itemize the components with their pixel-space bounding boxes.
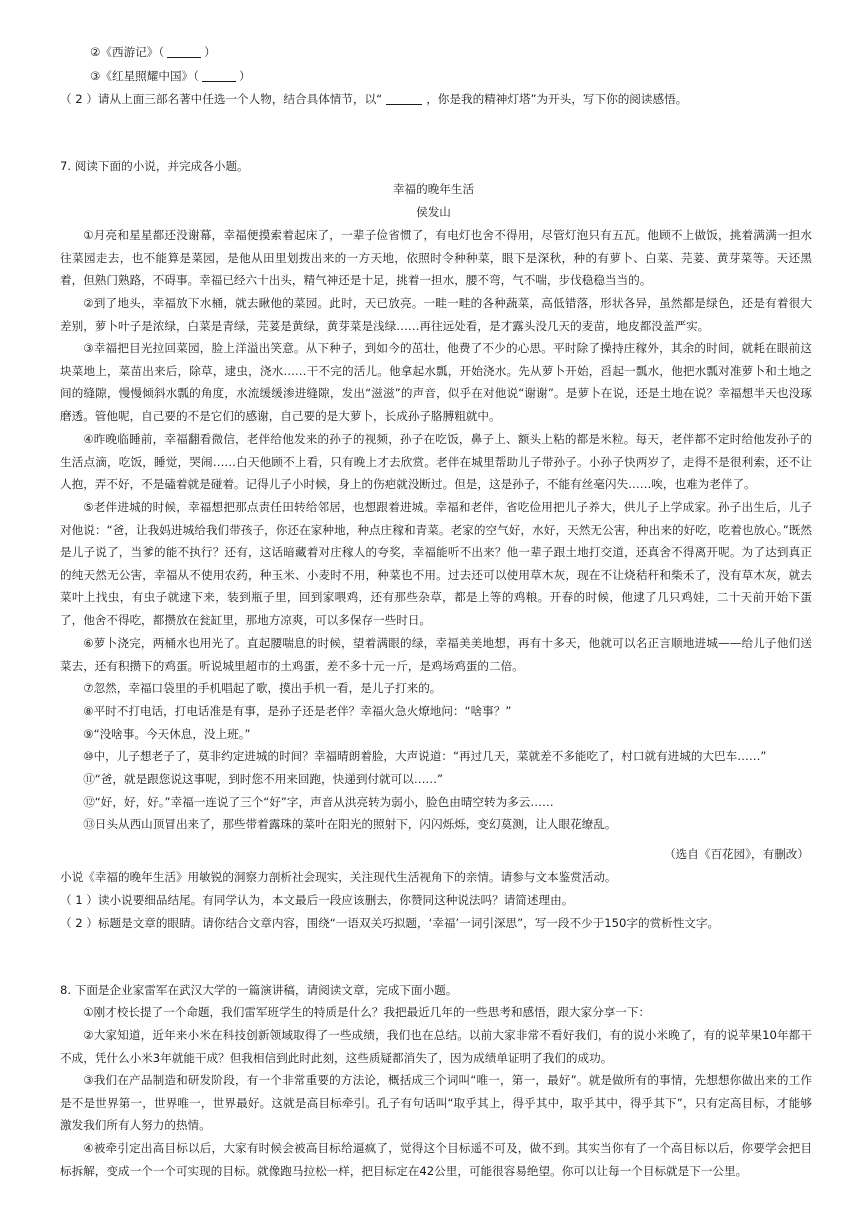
question-7-sub-2: （ 2 ）标题是文章的眼睛。请你结合文章内容，围绕“一语双关巧拟题，‘幸福’一词引深思”，写一段不少于150字的赏析性文字。 <box>60 916 720 930</box>
story-paragraph-13: ⑬日头从西山顶冒出来了，那些带着露珠的菜叶在阳光的照射下，闪闪烁烁，变幻莫测，让人眼花缭乱。 <box>83 817 617 831</box>
answer-blank[interactable] <box>386 92 422 105</box>
speech-paragraph-1: ①刚才校长提了一个命题，我们雷军班学生的特质是什么？我把最近几年的一些思考和感悟，跟大家分享一下： <box>83 1005 651 1019</box>
question-8-heading: 8. 下面是企业家雷军在武汉大学的一篇演讲稿，请阅读文章，完成下面小题。 <box>60 983 458 997</box>
sub-question-2-post: ，你是我的精神灯塔”为开头，写下你的阅读感悟。 <box>426 92 688 106</box>
question-7-sub-1: （ 1 ）读小说要细品结尾。有同学认为，本文最后一段应该删去，你赞同这种说法吗？请简述理由。 <box>60 893 574 907</box>
story-paragraph-1: ①月亮和星星都还没谢幕，幸福便摸索着起床了，一辈子俭省惯了，有电灯也舍不得用，尽管灯泡只有五瓦。他顾不上做饭，挑着满满一担水往菜园走去，也不能算是菜园，是他从田里划拨出来的一方天地，依照时令种种菜，眼下是深秋，种的有萝卜、白菜、芫荽、黄芽菜等。天还黑着，但熟门熟路，不碍事。幸福已经六十出头，精气神还是十足，挑着一担水，腰不弯，气不喘，步伐稳稳当当的。 <box>60 228 812 288</box>
book-item-2 <box>90 44 216 60</box>
story-title: 幸福的晚年生活 <box>392 182 475 196</box>
speech-paragraph-4: ④被牵引定出高目标以后，大家有时候会被高目标给逼疯了，觉得这个目标遥不可及，做不到。其实当你有了一个高目标以后，你要学会把目标拆解，变成一个一个可实现的目标。就像跑马拉松一样，把目标定在42公里，可能很容易绝望。你可以让每一个目标就是下一公里。 <box>60 1141 812 1178</box>
question-7-heading: 7. 阅读下面的小说，并完成各小题。 <box>60 159 249 173</box>
story-paragraph-8: ⑧平时不打电话，打电话准是有事，是孙子还是老伴？幸福火急火燎地问：“啥事？” <box>83 704 512 718</box>
story-paragraph-7: ⑦忽然，幸福口袋里的手机唱起了歌，摸出手机一看，是儿子打来的。 <box>83 681 442 695</box>
story-paragraph-6: ⑥萝卜浇完，两桶水也用光了。直起腰喘息的时候，望着满眼的绿，幸福美美地想，再有十多天，他就可以名正言顺地进城——给儿子他们送菜去，还有积攒下的鸡蛋。听说城里超市的土鸡蛋，差不多十元一斤，是鸡场鸡蛋的二倍。 <box>60 636 812 673</box>
story-paragraph-9: ⑨“没啥事。今天休息，没上班。” <box>83 727 251 741</box>
story-paragraph-4: ④昨晚临睡前，幸福翻看微信，老伴给他发来的孙子的视频，孙子在吃饭，鼻子上、额头上粘的都是米粒。每天，老伴都不定时给他发孙子的生活点滴，吃饭，睡觉，哭闹……白天他顾不上看，只有晚上才去欣赏。老伴在城里帮助儿子带孙子。小孙子快两岁了，走得不是很利索，还不让人抱，弄不好，不是磕着就是碰着。记得儿子小时候，身上的伤疤就没断过。但是，这是孙子，不能有丝毫闪失……唉，也难为老伴了。 <box>60 432 812 492</box>
story-paragraph-10: ⑩中，儿子想老子了，莫非约定进城的时间？幸福晴朗着脸，大声说道：“再过几天，菜就差不多能吃了，村口就有进城的大巴车……” <box>83 749 767 763</box>
book-item-3-close: ） <box>238 69 251 83</box>
story-source: （选自《百花园》，有删改） <box>664 847 809 861</box>
story-author: 侯发山 <box>416 205 451 219</box>
story-paragraph-5: ⑤老伴进城的时候，幸福想把那点责任田转给邻居，也想跟着进城。幸福和老伴，省吃俭用把儿子养大，供儿子上学成家。孙子出生后，儿子对他说：“爸，让我妈进城给我们带孩子，你还在家种地，种点庄稼和青菜。老家的空气好，水好，天然无公害，种出来的好吃，吃着也放心。”既然是儿子说了，当爹的能不执行？还有，这话暗藏着对庄稼人的夸奖，幸福能听不出来？他一辈子跟土地打交道，还真舍不得离开呢。为了达到真正的纯天然无公害，幸福从不使用农药，种玉米、小麦时不用，种菜也不用。过去还可以使用草木灰，现在不让烧秸秆和柴禾了，没有草木灰，就去菜叶上找虫，有虫子就逮下来，装到瓶子里，回到家喂鸡，还有那些杂草，都是上等的鸡粮。开春的时候，他逮了几只鸡娃，二十天前开始下蛋了，他舍不得吃，都攒放在瓮缸里，那地方凉爽，可以多保存一些时日。 <box>60 500 812 627</box>
book-item-3-label: ③《红星照耀中国》（ <box>90 69 199 83</box>
answer-blank[interactable] <box>202 69 236 82</box>
story-paragraph-2: ②到了地头，幸福放下水桶，就去瞅他的菜园。此时，天已放亮。一畦一畦的各种蔬菜，高低错落，形状各异，虽然都是绿色，还是有着很大差别，萝卜叶子是浓绿，白菜是青绿，芫荽是黄绿，黄芽菜是浅绿……再往远处看，是才露头没几天的麦苗，地皮都没盖严实。 <box>60 296 812 333</box>
sub-question-2 <box>60 91 687 107</box>
answer-blank[interactable] <box>167 45 201 58</box>
book-item-2-close: ） <box>204 45 216 59</box>
story-paragraph-3: ③幸福把目光拉回菜园，脸上洋溢出笑意。从下种子，到如今的茁壮，他费了不少的心思。平时除了操持庄稼外，其余的时间，就耗在眼前这块菜地上，菜苗出来后，除草，逮虫，浇水……干不完的活儿。他拿起水瓢，开始浇水。先从萝卜开始，舀起一瓢水，他把水瓢对准萝卜和土地之间的缝隙，慢慢倾斜水瓢的角度，水流缓缓渗进缝隙，发出“滋滋”的声音，似乎在对他说“谢谢”。是萝卜在说，还是土地在说？幸福想半天也没琢磨透。管他呢，自己要的不是它们的感谢，自己要的是大萝卜，长成孙子胳膊粗就中。 <box>60 341 812 423</box>
question-7-intro: 小说《幸福的晚年生活》用敏锐的洞察力剖析社会现实，关注现代生活视角下的亲情。请参与文本鉴赏活动。 <box>60 870 617 884</box>
story-paragraph-12: ⑫“好，好，好。”幸福一连说了三个“好”字，声音从洪亮转为弱小，脸色由晴空转为多云…… <box>83 795 554 809</box>
speech-paragraph-2: ②大家知道，近年来小米在科技创新领域取得了一些成绩，我们也在总结。以前大家非常不看好我们，有的说小米晚了，有的说苹果10年都干不成，凭什么小米3年就能干成？但我相信到此时此刻，这些质疑都消失了，因为成绩单证明了我们的成功。 <box>60 1028 812 1065</box>
book-item-3 <box>90 68 251 84</box>
sub-question-2-pre: （ 2 ）请从上面三部名著中任选一个人物，结合具体情节，以“ <box>60 92 383 106</box>
speech-paragraph-3: ③我们在产品制造和研发阶段，有一个非常重要的方法论，概括成三个词叫“唯一，第一，最好”。就是做所有的事情，先想想你做出来的工作是不是世界第一，世界唯一，世界最好。这就是高目标牵引。孔子有句话叫“取乎其上，得乎其中，取乎其中，得乎其下”，只有定高目标，才能够激发我们所有人努力的热情。 <box>60 1073 812 1133</box>
story-paragraph-11: ⑪“爸，就是跟您说这事呢，到时您不用来回跑，快递到付就可以……” <box>83 772 444 786</box>
book-item-2-label: ②《西游记》（ <box>90 45 165 59</box>
